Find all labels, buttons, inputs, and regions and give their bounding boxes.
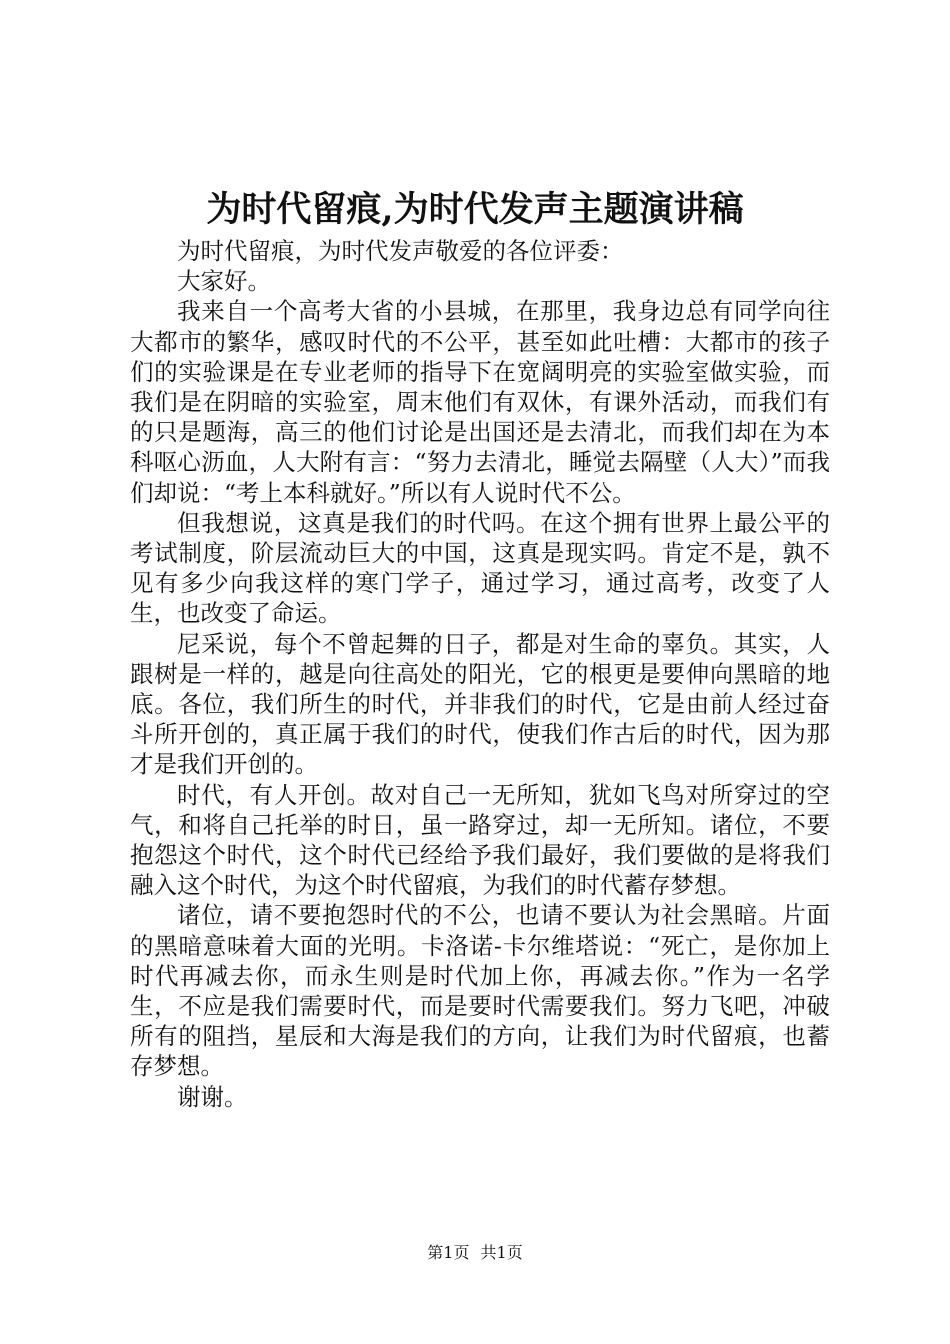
paragraph-salutation: 为时代留痕，为时代发声敬爱的各位评委： xyxy=(177,237,624,265)
paragraph: 尼采说，每个不曾起舞的日子，都是对生命的辜负。其实，人跟树是一样的，越是向往高处的阳光，它的根更是要伸向黑暗的地底。各位，我们所生的时代，并非我们的时代，它是由前人经过奋斗所开创的，真正属于我们的时代，使我们作古后的时代，因为那才是我们开创的。 xyxy=(130,629,830,779)
paragraph: 但我想说，这真是我们的时代吗。在这个拥有世界上最公平的考试制度，阶层流动巨大的中国，这真是现实吗。肯定不是，孰不见有多少向我这样的寒门学子，通过学习，通过高考，改变了人生，也改变了命运。 xyxy=(130,508,830,628)
paragraph-greeting: 大家好。 xyxy=(177,267,271,296)
paragraph-closing: 谢谢。 xyxy=(177,1082,248,1111)
page-footer xyxy=(0,1241,950,1265)
document-body xyxy=(130,236,830,1112)
document-title: 为时代留痕,为时代发声主题演讲稿 xyxy=(206,189,744,230)
paragraph: 我来自一个高考大省的小县城，在那里，我身边总有同学向往大都市的繁华，感叹时代的不公平，甚至如此吐槽：大都市的孩子们的实验课是在专业老师的指导下在宽阔明亮的实验室做实验，而我们是在阴暗的实验室，周末他们有双休，有课外活动，而我们有的只是题海，高三的他们讨论是出国还是去清北，而我们却在为本科呕心沥血，人大附有言：“努力去清北，睡觉去隔壁（人大）”而我们却说：“考上本科就好。”所以有人说时代不公。 xyxy=(130,297,830,507)
page-number: 第1页 xyxy=(427,1243,470,1262)
paragraph: 诸位，请不要抱怨时代的不公，也请不要认为社会黑暗。片面的黑暗意味着大面的光明。卡洛诺-卡尔维塔说：“死亡，是你加上时代再减去你，而永生则是时代加上你，再减去你。”作为一名学生，不应是我们需要时代，而是要时代需要我们。努力飞吧，冲破所有的阻挡，星辰和大海是我们的方向，让我们为时代留痕，也蓄存梦想。 xyxy=(130,901,830,1081)
page-total: 共1页 xyxy=(480,1243,523,1262)
paragraph: 时代，有人开创。故对自己一无所知，犹如飞鸟对所穿过的空气，和将自己托举的时日，虽一路穿过，却一无所知。诸位，不要抱怨这个时代，这个时代已经给予我们最好，我们要做的是将我们融入这个时代，为这个时代留痕，为我们的时代蓄存梦想。 xyxy=(130,780,830,900)
